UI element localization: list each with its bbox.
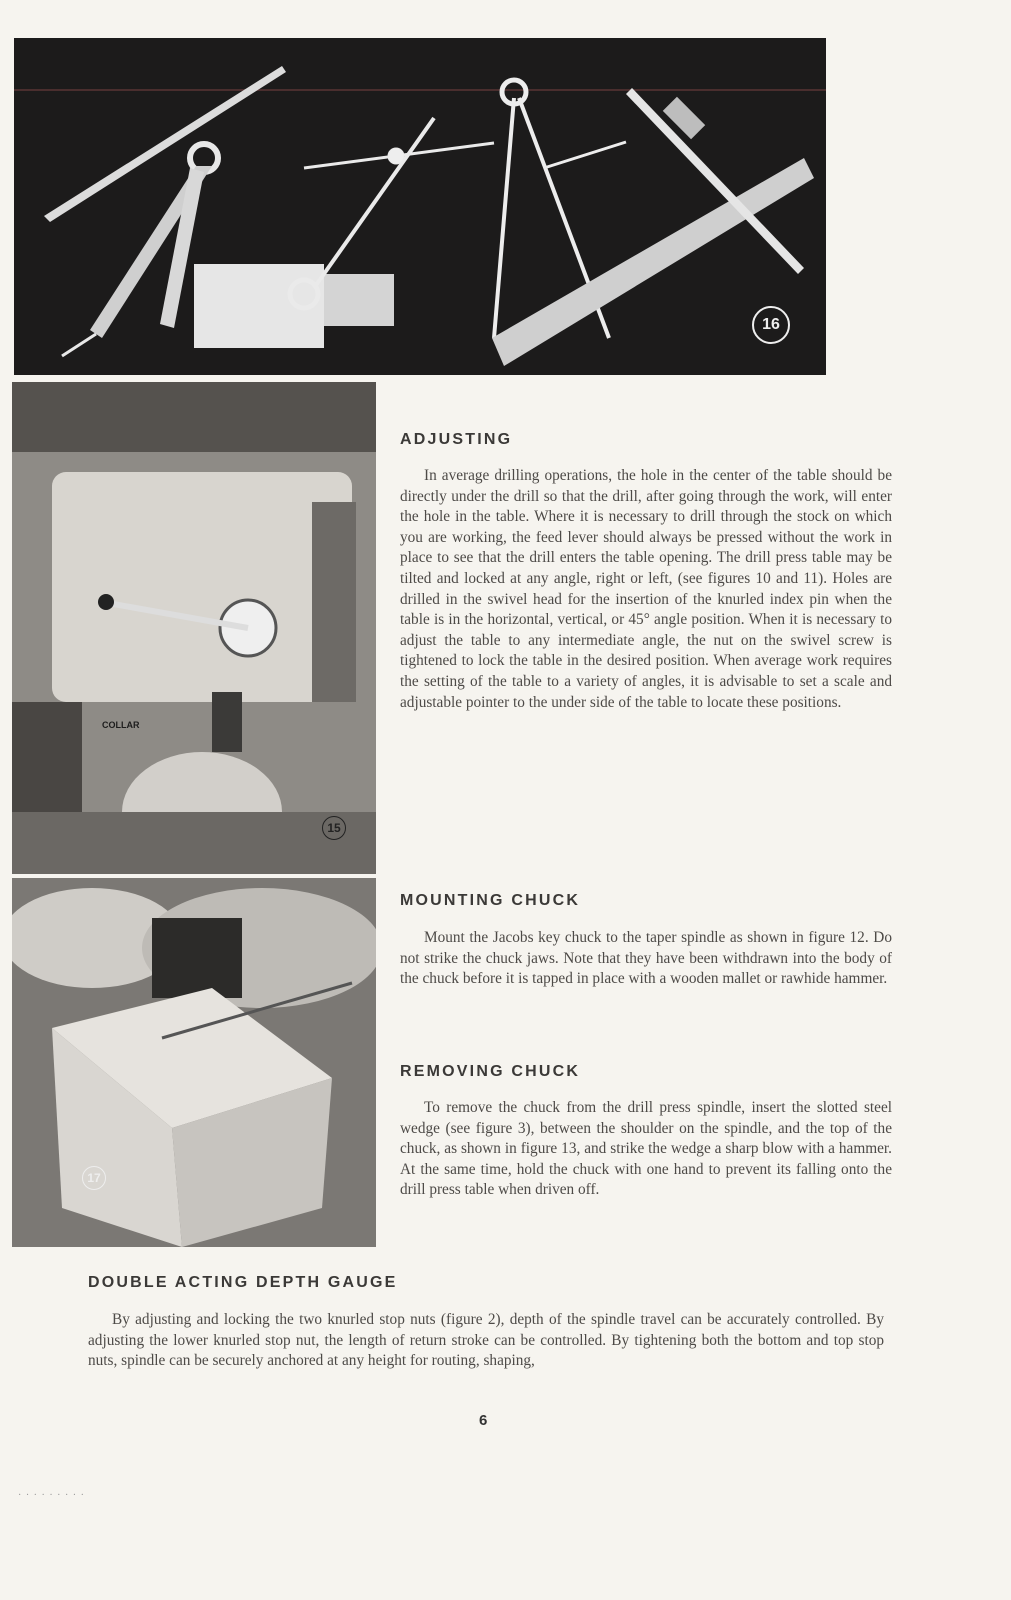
heading-adjusting: ADJUSTING [400, 431, 513, 448]
figure-number-16: 16 [752, 306, 790, 344]
measuring-tools-illustration [14, 38, 826, 375]
figure-15-drill-press-head [12, 382, 376, 874]
figure-number-17: 17 [82, 1166, 106, 1190]
footer-marks: · · · · · · · · · [18, 1490, 85, 1501]
paragraph-adjusting: In average drilling operations, the hole in the center of the table should be directly under the drill so that the drill, after going through the work, will enter the hole in the table. Where it is necessary to drill through the stock on which you are working, the feed lever should always be pressed without the work in place to see that the drill enters the table opening. The drill press table may be tilted and locked at any angle, right or left, (see figures 10 and 11). Holes are drilled in the swivel head for the insertion of the knurled index pin when the table is in the horizontal, vertical, or 45° angle position. When it is necessary to adjust the table to any intermediate angle, the nut on the swivel screw is tightened to lock the table in the desired position. When average work requires the setting of the table to a variety of angles, it is advisable to set a scale and adjustable pointer to the under side of the table to locate these positions. [400, 467, 892, 711]
drill-press-photo [12, 382, 376, 874]
paragraph-removing-chuck: To remove the chuck from the drill press spindle, insert the slotted steel wedge (see figure 3), between the shoulder on the spindle, and the top of the chuck, as shown in figure 13, and strike the wedge a sharp blow with a hammer. At the same time, hold the chuck with one hand to prevent its falling onto the drill press table when driven off. [400, 1099, 892, 1199]
figure-16-measuring-tools [14, 38, 826, 375]
wood-block-photo [12, 878, 376, 1247]
paragraph-mounting-chuck: Mount the Jacobs key chuck to the taper spindle as shown in figure 12. Do not strike the chuck jaws. Note that they have been withdrawn into the body of the chuck before it is tapped in place with a wooden mallet or rawhide hammer. [400, 929, 892, 988]
figure-number-15: 15 [322, 816, 346, 840]
figure-17-marking-wood-block [12, 878, 376, 1247]
paragraph-depth-gauge: By adjusting and locking the two knurled stop nuts (figure 2), depth of the spindle travel can be accurately controlled. By adjusting the lower knurled stop nut, the length of return stroke can be controlled. By tightening both the bottom and top stop nuts, spindle can be securely anchored at any height for routing, shaping, [88, 1311, 884, 1370]
heading-removing-chuck: REMOVING CHUCK [400, 1063, 581, 1080]
heading-depth-gauge: DOUBLE ACTING DEPTH GAUGE [88, 1274, 398, 1291]
page-number: 6 [479, 1412, 488, 1429]
collar-label: COLLAR [102, 720, 140, 730]
heading-mounting-chuck: MOUNTING CHUCK [400, 892, 581, 909]
